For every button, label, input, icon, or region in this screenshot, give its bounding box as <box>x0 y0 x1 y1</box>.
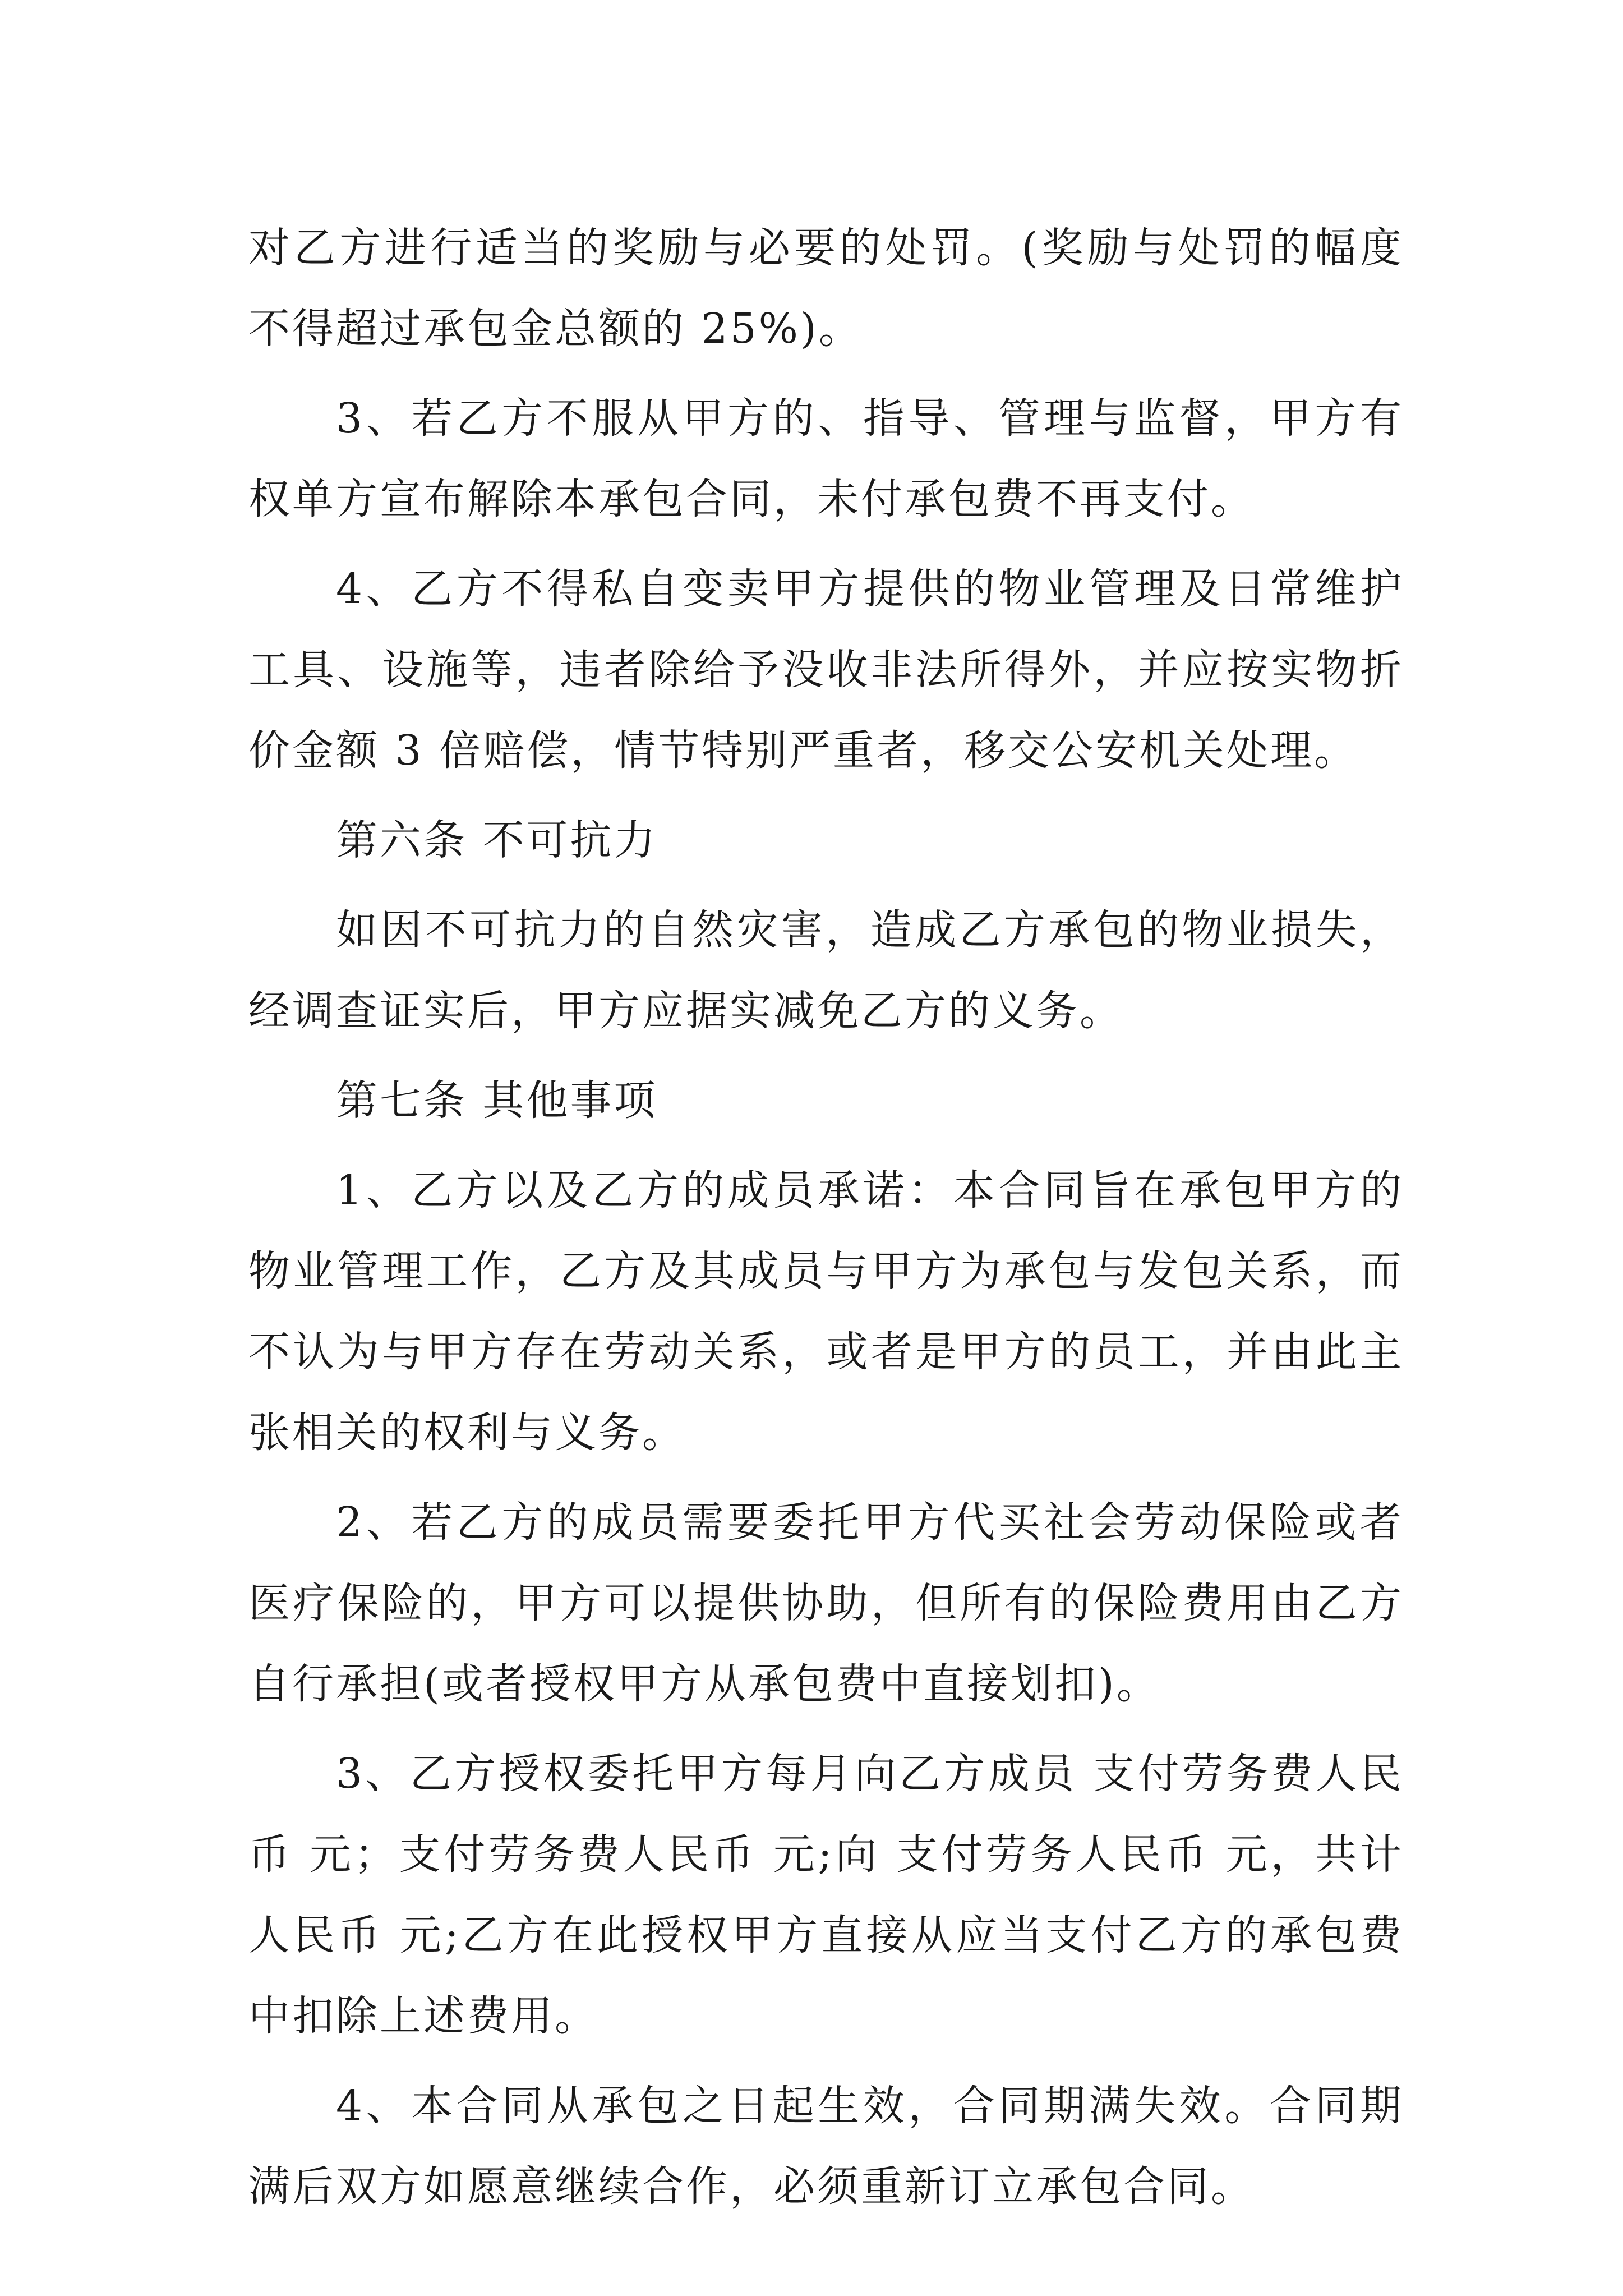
document-body <box>248 208 1404 2236</box>
heading-article-7: 第七条 其他事项 <box>336 1076 658 1125</box>
heading-article-6: 第六条 不可抗力 <box>336 816 658 864</box>
paragraph-other-1: 1、乙方以及乙方的成员承诺：本合同旨在承包甲方的物业管理工作，乙方及其成员与甲方为承包与发包关系，而不认为与甲方存在劳动关系，或者是甲方的员工，并由此主张相关的权利与义务。 <box>248 1166 1404 1457</box>
paragraph-other-2: 2、若乙方的成员需要委托甲方代买社会劳动保险或者医疗保险的，甲方可以提供协助，但所有的保险费用由乙方自行承担(或者授权甲方从承包费中直接划扣)。 <box>248 1498 1404 1708</box>
paragraph-other-4: 4、本合同从承包之日起生效，合同期满失效。合同期满后双方如愿意继续合作，必须重新订立承包合同。 <box>248 2082 1404 2211</box>
paragraph-force-majeure: 如因不可抗力的自然灾害，造成乙方承包的物业损失，经调查证实后，甲方应据实减免乙方的义务。 <box>248 906 1404 1035</box>
paragraph-clause-3-termination: 3、若乙方不服从甲方的、指导、管理与监督，甲方有权单方宣布解除本承包合同，未付承包费不再支付。 <box>248 394 1404 523</box>
paragraph-reward-penalty: 对乙方进行适当的奖励与必要的处罚。(奖励与处罚的幅度不得超过承包金总额的 25%)。 <box>248 224 1404 353</box>
paragraph-other-3: 3、乙方授权委托甲方每月向乙方成员 支付劳务费人民币 元；支付劳务费人民币 元;向 支付劳务人民币 元，共计人民币 元;乙方在此授权甲方直接从应当支付乙方的承包费中扣除上述费用。 <box>248 1750 1404 2040</box>
paragraph-clause-4-equipment: 4、乙方不得私自变卖甲方提供的物业管理及日常维护工具、设施等，违者除给予没收非法所得外，并应按实物折价金额 3 倍赔偿，情节特别严重者，移交公安机关处理。 <box>248 565 1404 775</box>
